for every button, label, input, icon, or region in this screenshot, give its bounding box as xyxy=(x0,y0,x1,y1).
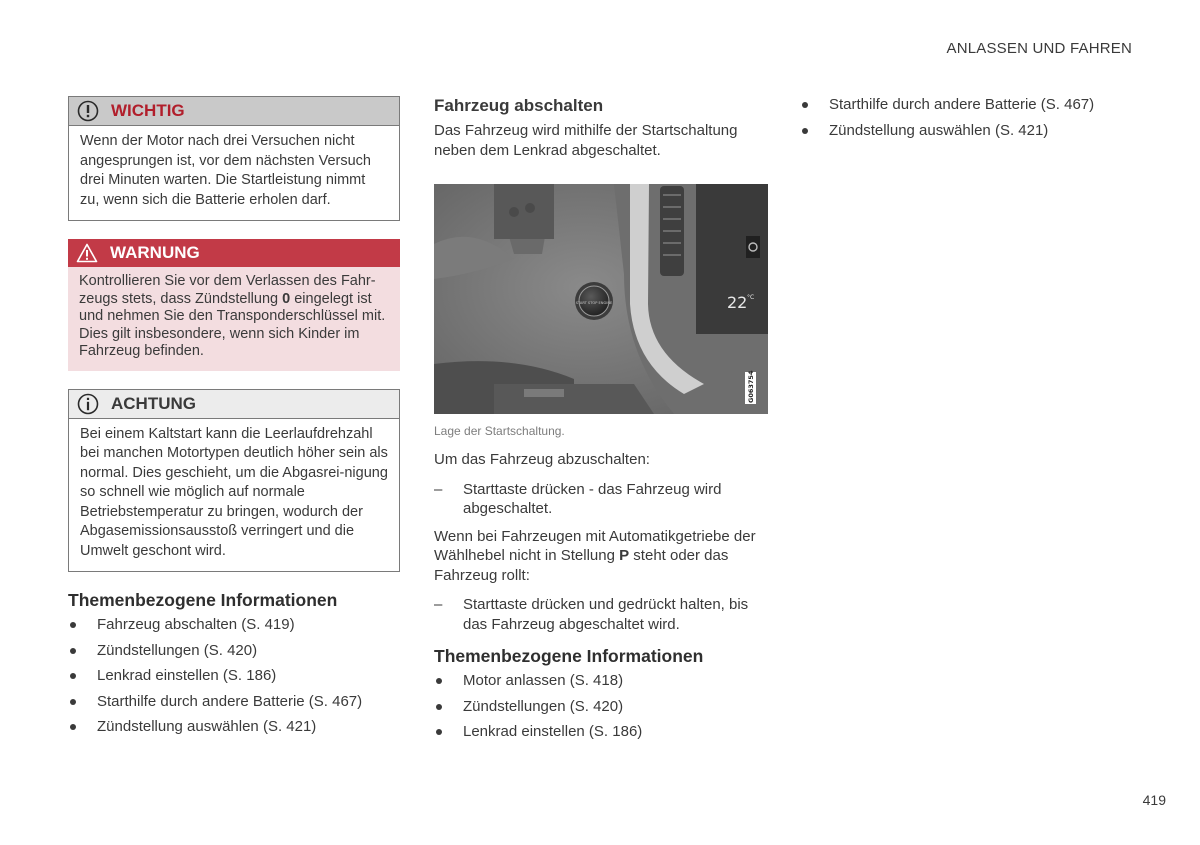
related-topic-link[interactable]: Starthilfe durch andere Batterie (S. 467) xyxy=(800,92,1130,118)
bullet-icon xyxy=(70,622,76,628)
automatic-transmission-note xyxy=(434,527,768,586)
related-topic-link[interactable]: Zündstellungen (S. 420) xyxy=(434,694,768,720)
bullet-icon xyxy=(70,648,76,654)
shutdown-step-2-text: Starttaste drücken und gedrückt halten, bis das Fahrzeug abgeschaltet wird. xyxy=(463,596,749,633)
bullet-icon xyxy=(436,729,442,735)
related-topic-link[interactable]: Zündstellung auswählen (S. 421) xyxy=(68,714,400,740)
caution-notice-title: ACHTUNG xyxy=(111,393,196,413)
automatic-note-part1: Wenn bei Fahrzeugen mit Automatikgetriebe der Wählhebel nicht in Stellung xyxy=(434,527,756,564)
automatic-note-part2: steht oder das Fahrzeug rollt: xyxy=(434,547,729,584)
related-topic-link[interactable]: Starthilfe durch andere Batterie (S. 467) xyxy=(68,689,400,715)
caution-notice xyxy=(68,389,400,573)
warning-notice-title: WARNUNG xyxy=(110,243,200,262)
related-topics-list xyxy=(434,668,768,745)
figure-caption: Lage der Startschaltung. xyxy=(434,424,565,438)
step-dash: – xyxy=(434,596,443,613)
step-dash: – xyxy=(434,480,443,498)
bullet-icon xyxy=(436,704,442,710)
warning-text-part2: eingelegt ist und nehmen Sie den Transponderschlüssel mit. Dies gilt insbesondere, wenn sich Kinder im Fahrzeug befinden. xyxy=(79,290,386,359)
important-notice-text: Wenn der Motor nach drei Versuchen nicht angesprungen ist, vor dem nächsten Versuch drei Minuten warten. Die Startleistung nimmt zu, wenn sich die Batterie erholen darf. xyxy=(80,133,371,208)
important-notice-header xyxy=(69,97,399,126)
related-topics-list-continued xyxy=(800,92,1130,143)
exclamation-circle-icon xyxy=(77,100,99,122)
related-topic-link[interactable]: Lenkrad einstellen (S. 186) xyxy=(68,663,400,689)
info-circle-icon xyxy=(77,393,99,415)
column-right xyxy=(800,96,1130,143)
warning-text-part1: Kontrollieren Sie vor dem Verlassen des Fahr-zeugs stets, dass Zündstellung xyxy=(79,273,376,307)
running-header: ANLASSEN UND FAHREN xyxy=(946,40,1132,57)
caution-notice-text: Bei einem Kaltstart kann die Leerlaufdrehzahl bei manchen Motortypen deutlich höher sein als normal. Dies geschieht, um die Abgasrei-nigung so schnell wie möglich auf normale Betriebstemperatur zu bringen, wodurch der Abgasemissionsausstoß verringert und die Umwelt geschont wird. xyxy=(80,425,388,559)
start-stop-button-label: START STOP ENGINE xyxy=(575,301,613,305)
related-topic-link[interactable]: Zündstellung auswählen (S. 421) xyxy=(800,118,1130,144)
warning-triangle-icon xyxy=(76,242,98,264)
column-middle xyxy=(434,96,768,745)
bullet-icon xyxy=(70,724,76,730)
display-unit: °C xyxy=(747,294,755,301)
bullet-icon xyxy=(70,673,76,679)
shutdown-lead: Um das Fahrzeug abzuschalten: xyxy=(434,451,650,468)
section-title: Fahrzeug abschalten xyxy=(434,96,604,115)
section-intro: Das Fahrzeug wird mithilfe der Startschaltung neben dem Lenkrad abgeschaltet. xyxy=(434,122,738,159)
warning-text-ignition-position: 0 xyxy=(282,290,291,307)
display-temperature: 22 xyxy=(727,293,748,312)
related-topic-link[interactable]: Fahrzeug abschalten (S. 419) xyxy=(68,612,400,638)
shutdown-step-1-text: Starttaste drücken - das Fahrzeug wird abgeschaltet. xyxy=(463,480,722,517)
bullet-icon xyxy=(436,678,442,684)
important-notice xyxy=(68,96,400,221)
related-topics-heading: Themenbezogene Informationen xyxy=(434,646,704,666)
related-topic-link[interactable]: Lenkrad einstellen (S. 186) xyxy=(434,719,768,745)
column-left xyxy=(68,96,400,740)
related-topics-heading: Themenbezogene Informationen xyxy=(68,590,338,610)
bullet-icon xyxy=(802,128,808,134)
image-code: G063754 xyxy=(747,370,755,403)
related-topics-list xyxy=(68,612,400,740)
shutdown-step-2 xyxy=(434,595,768,634)
related-topic-link[interactable]: Motor anlassen (S. 418) xyxy=(434,668,768,694)
page-number: 419 xyxy=(1142,792,1166,808)
shutdown-step-1 xyxy=(434,480,768,519)
bullet-icon xyxy=(802,102,808,108)
related-topic-link[interactable]: Zündstellungen (S. 420) xyxy=(68,638,400,664)
warning-notice-text xyxy=(68,267,400,371)
gear-position-p: P xyxy=(619,547,630,564)
warning-notice xyxy=(68,239,400,371)
important-notice-title: WICHTIG xyxy=(111,101,185,120)
warning-notice-header xyxy=(68,239,400,267)
start-button-photo xyxy=(434,184,768,414)
caution-notice-header xyxy=(69,390,399,419)
bullet-icon xyxy=(70,699,76,705)
